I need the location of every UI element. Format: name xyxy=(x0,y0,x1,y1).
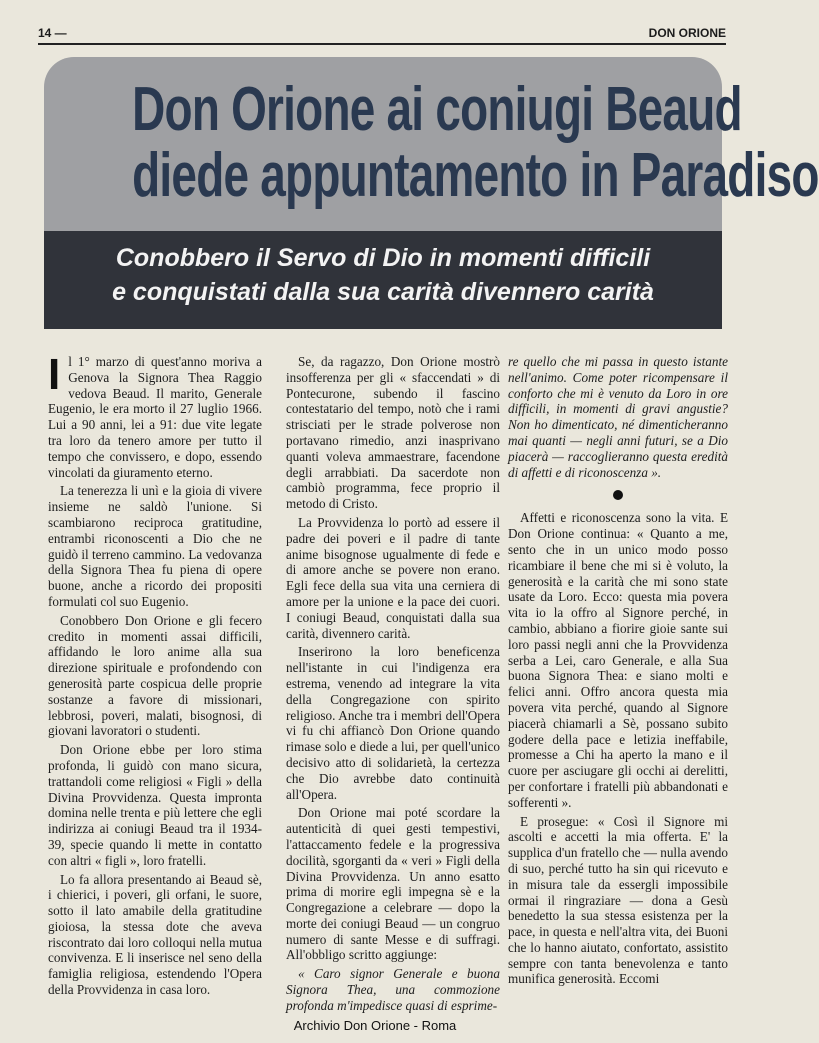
drop-cap: I xyxy=(48,350,61,399)
header-rule xyxy=(38,43,726,45)
quote-paragraph: re quello che mi passa in questo istante nell'animo. Come poter ricompensare il conforto che mi è venuto da Loro in ore difficili, in momenti di gravi angustie? Non ho dimenticato, né dimenticheranno mai quanti — negli anni futuri, se a Dio piacerà — raccoglieranno questa eredità di affetti e di riconoscenza ». xyxy=(508,354,728,480)
article-subtitle xyxy=(44,231,722,329)
paragraph: Don Orione ebbe per loro stima profonda, li guidò con mano sicura, trattandoli come religiosi « Figli » della Divina Provvidenza. Questa impronta domina nelle trenta e più lettere che egli indirizza ai coniugi Beaud tra il 1934-39, specie quando li mette in contatto con altri « figli », loro fratelli. xyxy=(48,742,262,868)
magazine-name: DON ORIONE xyxy=(648,26,726,40)
paragraph: Affetti e riconoscenza sono la vita. E Don Orione continua: « Quanto a me, sento che in un unico modo posso ricambiare il bene che mi si è voluto, la generosità e la carità che mi sono state usate da Loro. Ecco: questa mia povera vita io la offro al Signore perché, in cambio, abbiano a fiorire gioie sante sui loro passi negli anni che la Provvidenza serba a Lei, caro Generale, e alla Sua buona Signora Thea: e siano molti e felici anni. Offro ancora questa mia povera vita perché, quando al Signore piacerà chiamarli a Sè, possano subito godere della pace e letizia ineffabile, promesse a Chi ha aperto la mano e il cuore per asciugare gli occhi ai derelitti, per confortare i fratelli più abbandonati e sofferenti ». xyxy=(508,510,728,810)
title-line-2: diede appuntamento in Paradiso xyxy=(132,141,819,210)
paragraph: E prosegue: « Così il Signore mi ascolti e accetti la mia offerta. E' la supplica d'un fratello che — nulla avendo di suo, perché tutto ha sin qui ricevuto e in misura tale da essergli impossibile ormai il ringraziare — dona a Gesù benedetto la sua stessa esistenza per la pace, in questa e nell'altra vita, dei Buoni che lo hanno aiutato, confortato, assistito sempre con tanta benevolenza e tanto munifica generosità. Eccomi xyxy=(508,813,728,987)
text-column-2 xyxy=(286,354,500,1017)
paragraph: Inserirono la loro beneficenza nell'istante in cui l'indigenza era estrema, venendo ad integrare la vita della Congregazione con spirito religioso. Anche tra i membri dell'Opera vi fu chi affiancò Don Orione quando rimase solo e diede a lui, per quell'unico decisivo atto di solidarietà, la certezza che Dio avrebbe dato continuità all'Opera. xyxy=(286,644,500,802)
subtitle-line-1: Conobbero il Servo di Dio in momenti difficili xyxy=(115,244,651,272)
paragraph: Don Orione mai poté scordare la autenticità di quei gesti tempestivi, l'attaccamento fedele e la progressiva docilità, sgorganti da « veri » Figli della Divina Provvidenza. Un anno esatto prima di morire egli impegna sè e la Congregazione a celebrare — dopo la morte dei coniugi Beaud — un congruo numero di sante Messe e di suffragi. All'obbligo scritto aggiunge: xyxy=(286,805,500,963)
paragraph: Conobbero Don Orione e gli fecero credito in momenti assai difficili, affidando le loro anime alla sua direzione spirituale e profondendo con generosità parte cospicua delle proprie sostanze a favore di missionari, lebbrosi, poveri, malati, bisognosi, di giovani lavoratori o studenti. xyxy=(48,612,262,739)
article-banner xyxy=(44,57,819,329)
subtitle-line-2: e conquistati dalla sua carità divennero carità xyxy=(112,278,654,306)
paragraph: La tenerezza li unì e la gioia di vivere insieme ne saldò l'unione. Si scambiarono reciproca gratitudine, entrambi riconoscenti a Dio che ne guidò il terreno cammino. La vedovanza della Signora Thea fu piena di opere buone, anche a ricordo dei propositi formulati col suo Eugenio. xyxy=(48,483,262,609)
page-number: 14 — xyxy=(38,26,67,40)
paragraph: Lo fa allora presentando ai Beaud sè, i chierici, i poveri, gli orfani, le suore, sotto il lato amabile della gratitudine gioiosa, la stessa dote che aveva riscontrato dai loro colloqui nella mutua convivenza. E li inserisce nel seno della famiglia religiosa, estendendo l'Opera della Provvidenza in casa loro. xyxy=(48,871,262,998)
quote-paragraph: « Caro signor Generale e buona Signora Thea, una commozione profonda m'impedisce quasi di esprime- xyxy=(286,966,500,1013)
paragraph: Il 1° marzo di quest'anno moriva a Genova la Signora Thea Raggio vedova Beaud. Il marito, Generale Eugenio, le era morto il 27 luglio 1966. Lui a 90 anni, lei a 91: due vite legate tra loro da tenero amore per tutto il tempo che convissero, e dopo, essendo vincolati da giuramento eterno. xyxy=(48,350,262,480)
paragraph: Se, da ragazzo, Don Orione mostrò insofferenza per gli « sfaccendati » di Pontecurone, subendo il fascino contestatario del tempo, notò che i rami strisciati per le strade polverose non portavano rimedio, anzi inasprivano quanti voleva ammaestrare, facendone degli arrabbiati. Da sacerdote non cambiò programma, fece proprio il metodo di Cristo. xyxy=(286,354,500,512)
text-column-1 xyxy=(48,350,262,1001)
running-header xyxy=(38,26,726,42)
archive-footer: Archivio Don Orione - Roma xyxy=(293,1018,457,1033)
title-line-1: Don Orione ai coniugi Beaud xyxy=(132,75,742,144)
section-dot-icon xyxy=(613,490,623,500)
article-title xyxy=(132,75,819,210)
text-column-3 xyxy=(508,354,728,990)
paragraph: La Provvidenza lo portò ad essere il padre dei poveri e il padre di tante anime bisognose ugualmente di fede e di amore anche se povere non erano. Egli fece della sua vita una cerniera di amore per la unione e la pace dei cuori. I coniugi Beaud, conquistati dalla sua carità, divennero carità. xyxy=(286,514,500,641)
